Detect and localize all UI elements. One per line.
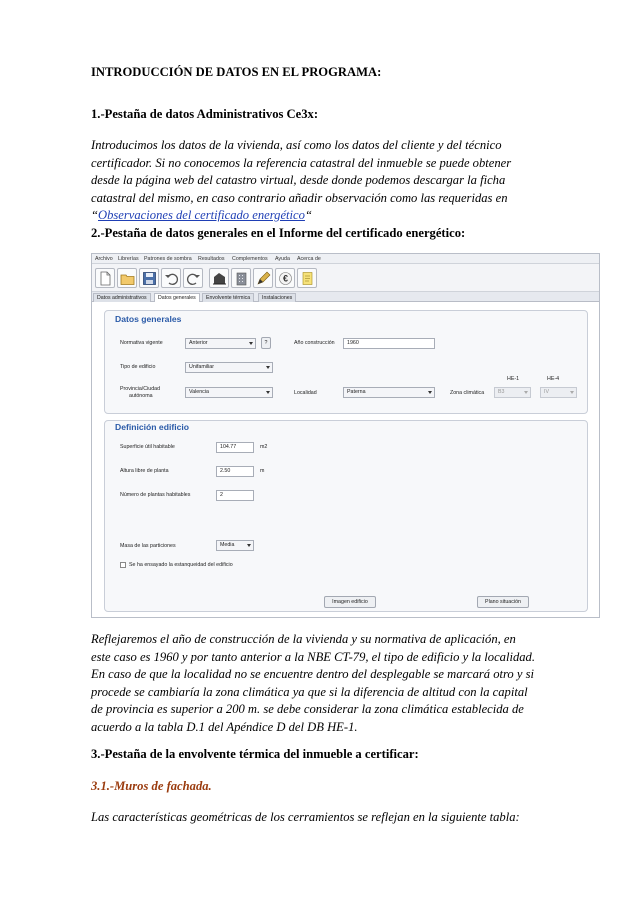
para-line: procede se cambiaría la zona climática ya que si la diferencia de altitud con la capital	[91, 684, 528, 699]
report-icon[interactable]	[297, 268, 317, 288]
menu-resultados[interactable]: Resultados	[198, 256, 225, 262]
definicion-edificio-title: Definición edificio	[115, 422, 190, 432]
menu-librerias[interactable]: Librerías	[118, 256, 139, 262]
para-line: Introducimos los datos de la vivienda, así como los datos del cliente y del técnico	[91, 138, 502, 152]
altura-input[interactable]: 2.50	[216, 466, 254, 477]
quote-close: “	[304, 208, 312, 222]
menu-patrones[interactable]: Patrones de sombra	[144, 256, 192, 262]
section3-title: 3.-Pestaña de la envolvente térmica del inmueble a certificar:	[91, 747, 419, 761]
toolbar	[92, 264, 599, 292]
altura-label: Altura libre de planta	[120, 468, 169, 474]
para-line: En caso de que la localidad no se encuentre dentro del desplegable se marcará otro y si	[91, 667, 535, 681]
provincia-value: Valencia	[189, 389, 209, 395]
zona-climatica-label: Zona climática	[450, 390, 485, 396]
tipo-edificio-select[interactable]	[185, 362, 273, 373]
section3-paragraph: Las características geométricas de los cerramientos se reflejan en la siguiente tabla:	[91, 810, 520, 824]
provincia-label-line2: autónoma	[129, 392, 153, 399]
altura-unit: m	[260, 468, 265, 474]
tipo-edificio-label: Tipo de edificio	[120, 364, 156, 370]
tab-datos-administrativos[interactable]: Datos administrativos	[93, 293, 151, 302]
localidad-select[interactable]	[343, 387, 435, 398]
menu-ayuda[interactable]: Ayuda	[275, 256, 290, 262]
redo-icon[interactable]	[183, 268, 203, 288]
datos-generales-title: Datos generales	[115, 314, 182, 324]
chevron-down-icon	[570, 391, 574, 394]
tipo-edificio-value: Unifamiliar	[189, 364, 215, 370]
para-line: desde la página web del catastro virtual, desde donde podemos descargar la ficha	[91, 173, 506, 187]
chevron-down-icon	[266, 391, 270, 394]
masa-particiones-label: Masa de las particiones	[120, 543, 176, 549]
save-disk-icon[interactable]	[139, 268, 159, 288]
masa-particiones-select[interactable]	[216, 540, 254, 551]
estanqueidad-label: Se ha ensayado la estanqueidad del edificio	[129, 562, 233, 568]
para-line: catastral del mismo, en caso contrario añadir observación como las requeridas en	[91, 190, 508, 205]
section2-title: 2.-Pestaña de datos generales en el Informe del certificado energético:	[91, 226, 466, 240]
zona-he1-select[interactable]	[494, 387, 531, 398]
import-icon[interactable]	[209, 268, 229, 288]
datos-generales-panel	[92, 302, 599, 618]
new-file-icon[interactable]	[95, 268, 115, 288]
tab-datos-generales[interactable]: Datos generales	[154, 293, 200, 303]
quote-open: “	[91, 208, 99, 222]
masa-particiones-value: Media	[220, 542, 235, 548]
plantas-input[interactable]: 2	[216, 490, 254, 501]
estanqueidad-checkbox[interactable]	[120, 562, 126, 568]
provincia-select[interactable]	[185, 387, 273, 398]
provincia-label	[120, 386, 160, 399]
ce3x-app-screenshot	[91, 253, 600, 618]
para-line: acuerdo a la tabla D.1 del Apéndice D del DB HE-1.	[91, 719, 358, 734]
zona-he1-value: B3	[498, 389, 505, 395]
provincia-label-line1: Provincia/Ciudad	[120, 386, 161, 392]
para-line: certificador. Si no conocemos la referencia catastral del inmueble se puede obtener	[91, 155, 512, 170]
section3-subtitle: 3.1.-Muros de fachada.	[91, 779, 212, 793]
para-line: este caso es 1960 y por tanto anterior a la NBE CT-79, el tipo de edificio y la localidad.	[91, 649, 535, 664]
zona-he4-value: IV	[544, 389, 550, 395]
normativa-value: Anterior	[189, 340, 208, 346]
tab-instalaciones[interactable]: Instalaciones	[258, 293, 296, 302]
tab-envolvente-termica[interactable]: Envolvente térmica	[202, 293, 254, 302]
zona-he4-select[interactable]	[540, 387, 577, 398]
menu-acerca[interactable]: Acerca de	[297, 256, 321, 262]
normativa-select[interactable]	[185, 338, 256, 349]
plano-situacion-button[interactable]: Plano situación	[477, 596, 529, 608]
observaciones-link[interactable]: Observaciones del certificado energético	[98, 208, 305, 222]
euro-icon[interactable]	[275, 268, 295, 288]
menu-bar	[92, 254, 599, 264]
edit-pencil-icon[interactable]	[253, 268, 273, 288]
menu-complementos[interactable]: Complementos	[232, 256, 268, 262]
chevron-down-icon	[249, 342, 253, 345]
undo-icon[interactable]	[161, 268, 181, 288]
main-heading: INTRODUCCIÓN DE DATOS EN EL PROGRAMA:	[91, 65, 382, 79]
anio-construccion-label: Año construcción	[294, 340, 335, 346]
normativa-help-button[interactable]: ?	[261, 337, 271, 349]
localidad-value: Paterna	[347, 389, 366, 395]
he4-label: HE-4	[547, 376, 560, 382]
superficie-label: Superficie útil habitable	[120, 444, 175, 450]
datos-generales-group	[104, 310, 588, 414]
para-line: de provincia es superior a 200 m. se debe considerar la zona climática establecida de	[91, 702, 524, 716]
plantas-label: Número de plantas habitables	[120, 492, 191, 498]
chevron-down-icon	[266, 366, 270, 369]
svg-text:€: €	[282, 273, 289, 284]
para-line-with-link	[91, 207, 561, 225]
menu-archivo[interactable]: Archivo	[95, 256, 113, 262]
definicion-edificio-group	[104, 420, 588, 612]
superficie-input[interactable]: 104.77	[216, 442, 254, 453]
building-icon[interactable]	[231, 268, 251, 288]
normativa-label: Normativa vigente	[120, 340, 163, 346]
superficie-unit: m2	[260, 444, 268, 450]
localidad-label: Localidad	[294, 390, 317, 396]
section1-title: 1.-Pestaña de datos Administrativos Ce3x:	[91, 107, 319, 121]
chevron-down-icon	[428, 391, 432, 394]
anio-construccion-input[interactable]: 1960	[343, 338, 435, 349]
he1-label: HE-1	[507, 376, 520, 382]
chevron-down-icon	[524, 391, 528, 394]
para-line: Reflejaremos el año de construcción de la vivienda y su normativa de aplicación, en	[91, 632, 516, 646]
section1-paragraph	[91, 137, 561, 225]
tab-strip	[92, 292, 599, 302]
chevron-down-icon	[247, 544, 251, 547]
imagen-edificio-button[interactable]: Imagen edificio	[324, 596, 376, 608]
open-folder-icon[interactable]	[117, 268, 137, 288]
after-paragraph	[91, 631, 566, 736]
